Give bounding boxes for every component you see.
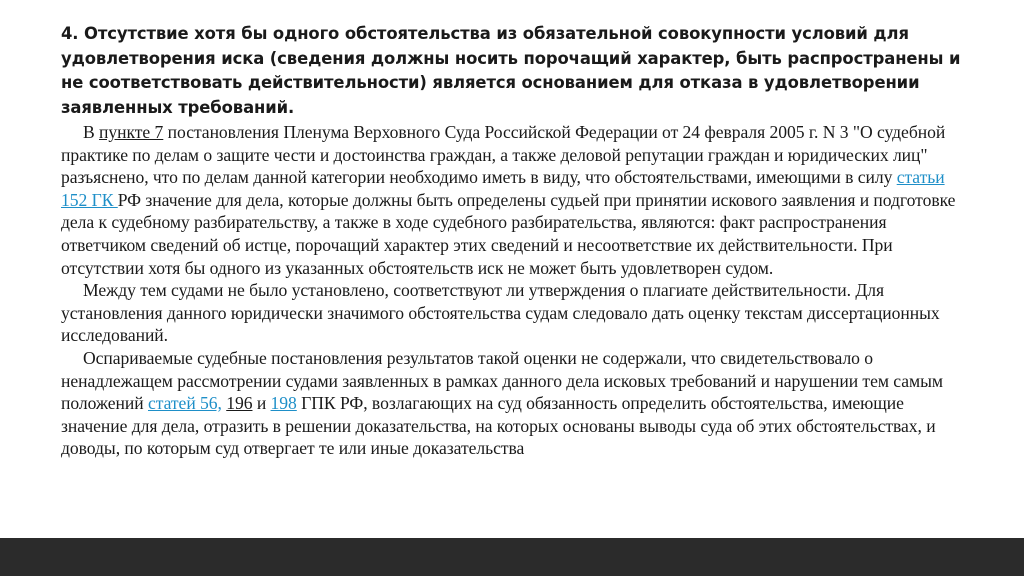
link-punkt-7[interactable]: пункте 7	[99, 122, 164, 142]
footer-bar	[0, 538, 1024, 576]
paragraph-1-text-1: В	[83, 122, 100, 142]
link-article-152-gk[interactable]: статьи 152 ГК	[61, 167, 945, 210]
paragraph-3-text-4: ГПК РФ, возлагающих на суд обязанность определить обстоятельства, имеющие значение для дела, отразить в решении доказательства, на которых основаны выводы суда об этих обстоятельствах, и доводы, по которым суд отвергает те или иные доказательства	[61, 393, 936, 459]
link-article-198[interactable]: 198	[270, 393, 297, 414]
link-article-196[interactable]: 196	[226, 393, 253, 414]
paragraph-2: Между тем судами не было установлено, соответствуют ли утверждения о плагиате действительности. Для установления данного юридически значимого обстоятельства судам следовало дать оценку текстам диссертационных исследований.	[61, 280, 940, 346]
paragraph-3-text-3: и	[252, 393, 271, 414]
paragraph-1-text-3: РФ значение для дела, которые должны быть определены судьей при принятии искового заявления и подготовке дела к судебному разбирательству, а также в ходе судебного разбирательства, являются: факт распространения ответчиком сведений об истце, порочащий характер этих сведений и несоответствие их действительности. При отсутствии хотя бы одного из указанных обстоятельств иск не может быть удовлетворен судом.	[61, 189, 956, 278]
link-article-56[interactable]: статей 56,	[148, 393, 222, 414]
paragraph-1-text-2: постановления Пленума Верховного Суда Российской Федерации от 24 февраля 2005 г. N 3 "О судебной практике по делам о защите чести и достоинства граждан, а также деловой репутации граждан и юридических лиц" разъяснено, что по делам данной категории необходимо иметь в виду, что обстоятельствами, имеющими в силу	[61, 122, 946, 188]
paragraph-3-text-1: Оспариваемые судебные постановления результатов такой оценки не содержали, что свидетельствовало о ненадлежащем рассмотрении судами заявленных в рамках данного дела исковых требований и нарушении тем самым положений	[61, 347, 943, 414]
slide-content	[61, 22, 966, 460]
paragraph-3	[61, 347, 966, 460]
paragraph-1	[61, 121, 966, 279]
section-heading: 4. Отсутствие хотя бы одного обстоятельства из обязательной совокупности условий для удовлетворения иска (сведения должны носить порочащий характер, быть распространены и не соответствовать действительности) является основанием для отказа в удовлетворении заявленных требований.	[61, 24, 961, 117]
